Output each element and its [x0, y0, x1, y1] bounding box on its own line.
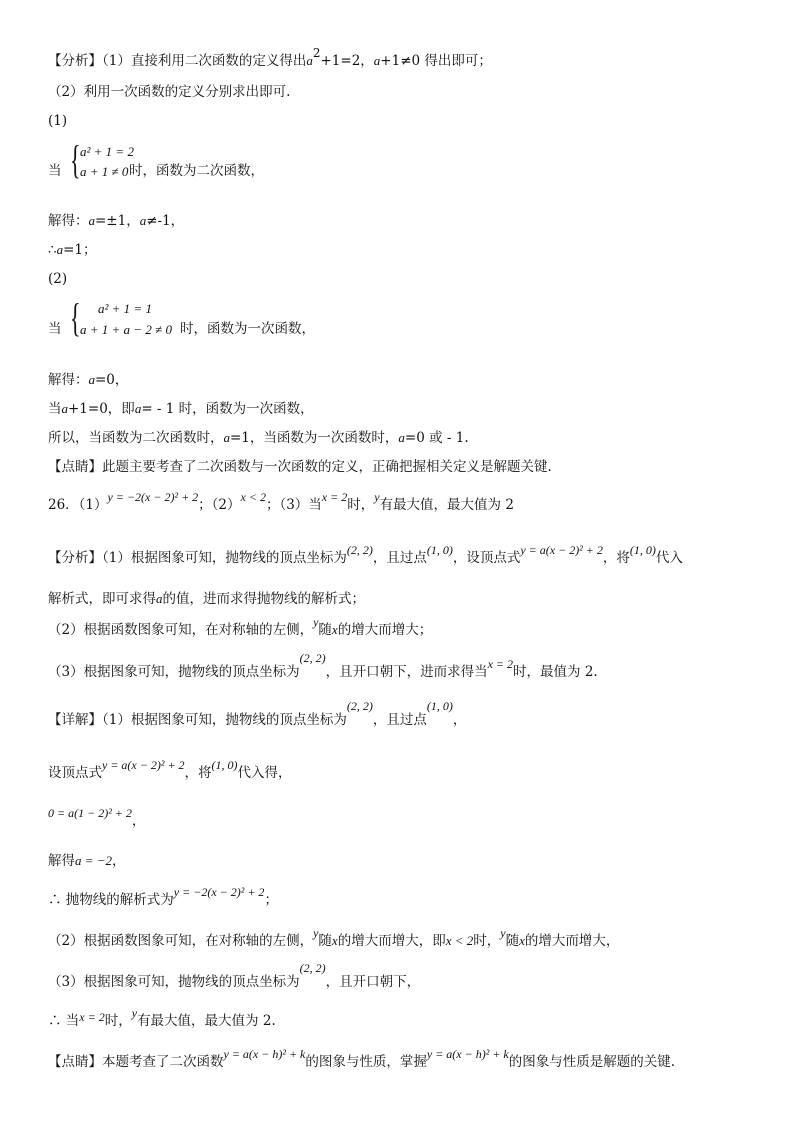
point: (1, 0) [211, 758, 238, 772]
text: 随 [318, 622, 332, 638]
text: ，且过点 [372, 712, 427, 728]
text: 【分析】（1）根据图象可知，抛物线的顶点坐标为 [48, 550, 347, 566]
text: ∴ 抛物线的解析式为 [48, 892, 174, 908]
system-equation-2: a + 1 + a − 2 ≠ 0 [80, 322, 172, 337]
text: 解得： [48, 372, 89, 388]
text: =0， [95, 372, 129, 388]
formula: x = 2 [321, 490, 348, 504]
detail-26-line-5 [48, 885, 278, 909]
text: ，且过点 [372, 550, 427, 566]
text: ，将 [602, 550, 630, 566]
analysis-text: 【分析】（1）直接利用二次函数的定义得出 [48, 53, 307, 69]
formula: x = 2 [79, 1010, 105, 1024]
formula: y [374, 490, 380, 504]
formula: y = −2(x − 2)² + 2 [107, 490, 199, 504]
text: 的增大而增大，即 [337, 933, 446, 949]
left-brace: { [70, 137, 81, 182]
system-suffix: 时，函数为一次函数， [180, 321, 315, 337]
text: 所以，当函数为二次函数时， [48, 430, 224, 446]
var-a: a [139, 213, 147, 228]
exponent: 2 [312, 46, 321, 60]
solution-line-3 [48, 400, 314, 418]
system-equation-2: a + 1 ≠ 0 [80, 164, 129, 179]
formula: y = a(x − 2)² + 2 [520, 543, 603, 557]
detail-26-line-7 [48, 961, 421, 991]
text: 有最大值，最大值为 2. [137, 1013, 276, 1029]
detail-26-line-6 [48, 926, 620, 950]
text: +1=0，即 [68, 401, 135, 417]
formula: a = −2 [75, 853, 113, 868]
summary-line [48, 429, 469, 447]
text: =1； [63, 242, 97, 258]
point: (2, 2) [346, 699, 373, 713]
text: 时， [347, 497, 375, 513]
solution-line-2 [48, 371, 128, 389]
analysis-line-1 [48, 46, 492, 70]
var-a: a [373, 53, 381, 68]
system-equation-1: a² + 1 = 1 [98, 301, 152, 316]
detail-26-line-3 [48, 806, 146, 830]
var-y: y [313, 615, 319, 629]
analysis-26-line-3 [48, 615, 433, 639]
formula: y = −2(x − 2)² + 2 [173, 885, 265, 899]
var-x: x [331, 622, 338, 637]
text: 代入 [655, 550, 683, 566]
var-a: a [223, 430, 230, 445]
var-a: a [134, 401, 142, 416]
formula: y = a(x − h)² + k [223, 1047, 306, 1061]
solution-line-1 [48, 212, 184, 230]
text: ，且开口朝下，进而求得当 [325, 664, 488, 680]
part-2-label: (2) [48, 271, 68, 287]
comment-26-line [48, 1047, 676, 1071]
conclusion-line-1 [48, 241, 97, 259]
text: 【详解】（1）根据图象可知，抛物线的顶点坐标为 [48, 712, 347, 728]
text: =1，当函数为一次函数时， [230, 430, 399, 446]
point: (2, 2) [299, 651, 326, 665]
text: （2）根据函数图象可知，在对称轴的左侧， [48, 933, 314, 949]
point: (1, 0) [629, 543, 656, 557]
text: 的图象与性质，掌握 [305, 1054, 427, 1070]
text: ，将 [184, 765, 212, 781]
text: 随 [318, 933, 332, 949]
text: ， [131, 813, 146, 829]
system-suffix: 时，函数为二次函数， [129, 163, 264, 179]
var-a: a [88, 213, 95, 228]
var-x: x [519, 933, 525, 948]
text: = - 1 时，函数为一次函数， [141, 401, 314, 417]
var-y: y [500, 926, 506, 940]
question-26-answer [48, 490, 514, 514]
text: ，且开口朝下， [325, 974, 421, 990]
var-x: x [331, 933, 338, 948]
left-brace: { [70, 295, 81, 340]
var-a: a [398, 430, 405, 445]
formula: y = a(x − h)² + k [426, 1047, 509, 1061]
part-1-label: (1) [48, 113, 68, 129]
point: (1, 0) [426, 543, 453, 557]
therefore-symbol: ∴ [48, 242, 57, 258]
text: 的增大而增大； [337, 622, 433, 638]
text: 时，最值为 2. [513, 664, 598, 680]
text: 【点睛】本题考查了二次函数 [48, 1054, 224, 1070]
text: （3）根据图象可知，抛物线的顶点坐标为 [48, 974, 300, 990]
text: 时， [104, 1013, 132, 1029]
var-a: a [56, 242, 64, 257]
text: =0 或 - 1. [404, 430, 469, 446]
analysis-text: +1=2， [320, 53, 374, 69]
var-a: a [61, 401, 68, 416]
text: ；（2） [198, 497, 241, 513]
comment-line-1: 【点睛】此题主要考查了二次函数与一次函数的定义，正确把握相关定义是解题关键. [48, 459, 552, 475]
text: 设顶点式 [48, 765, 102, 781]
detail-26-line-4 [48, 852, 126, 870]
text: 的图象与性质是解题的关键. [508, 1054, 676, 1070]
formula: x < 2 [240, 490, 266, 504]
text: 有最大值，最大值为 2 [379, 497, 514, 513]
analysis-text: +1≠0 得出即可； [380, 53, 492, 69]
analysis-26-line-1 [48, 543, 683, 567]
detail-26-line-2 [48, 758, 292, 782]
text: =±1， [95, 213, 140, 229]
formula: 0 = a(1 − 2)² + 2 [48, 806, 132, 820]
formula: x < 2 [445, 933, 474, 948]
text: 随 [505, 933, 520, 949]
text: 的增大而增大， [524, 933, 620, 949]
text: 当 [48, 401, 62, 417]
var-y: y [313, 926, 319, 940]
text: 解得 [48, 853, 75, 869]
detail-26-line-8 [48, 1006, 276, 1030]
formula: y = a(x − 2)² + 2 [102, 758, 185, 772]
text: （3）根据图象可知，抛物线的顶点坐标为 [48, 664, 300, 680]
analysis-26-line-2 [48, 590, 365, 608]
text: ∴ 当 [48, 1013, 80, 1029]
system-prefix: 当 [48, 321, 62, 337]
text: 解得： [48, 213, 89, 229]
text: ， [112, 853, 126, 869]
var-y: y [131, 1006, 138, 1020]
system-prefix: 当 [48, 163, 62, 179]
detail-26-line-1 [48, 699, 467, 729]
point: (2, 2) [346, 543, 373, 557]
var-a: a [156, 591, 163, 606]
var-a: a [306, 53, 313, 68]
text: ，设顶点式 [452, 550, 521, 566]
text: ；（3）当 [265, 497, 322, 513]
question-number: 26．（1） [48, 497, 108, 513]
formula: x = 2 [487, 657, 514, 671]
analysis-line-2: （2）利用一次函数的定义分别求出即可. [48, 84, 291, 100]
text: （2）根据函数图象可知，在对称轴的左侧， [48, 622, 314, 638]
text: 的值，进而求得抛物线的解析式； [162, 591, 365, 607]
var-a: a [88, 372, 95, 387]
text: 时， [473, 933, 501, 949]
text: 代入得， [237, 765, 292, 781]
analysis-26-line-4 [48, 651, 598, 681]
system-equation-1: a² + 1 = 2 [80, 144, 134, 159]
text: ， [452, 712, 467, 728]
text: ≠-1， [146, 213, 185, 229]
point: (1, 0) [426, 699, 453, 713]
text: 解析式，即可求得 [48, 591, 156, 607]
point: (2, 2) [299, 961, 326, 975]
text: ； [264, 892, 278, 908]
